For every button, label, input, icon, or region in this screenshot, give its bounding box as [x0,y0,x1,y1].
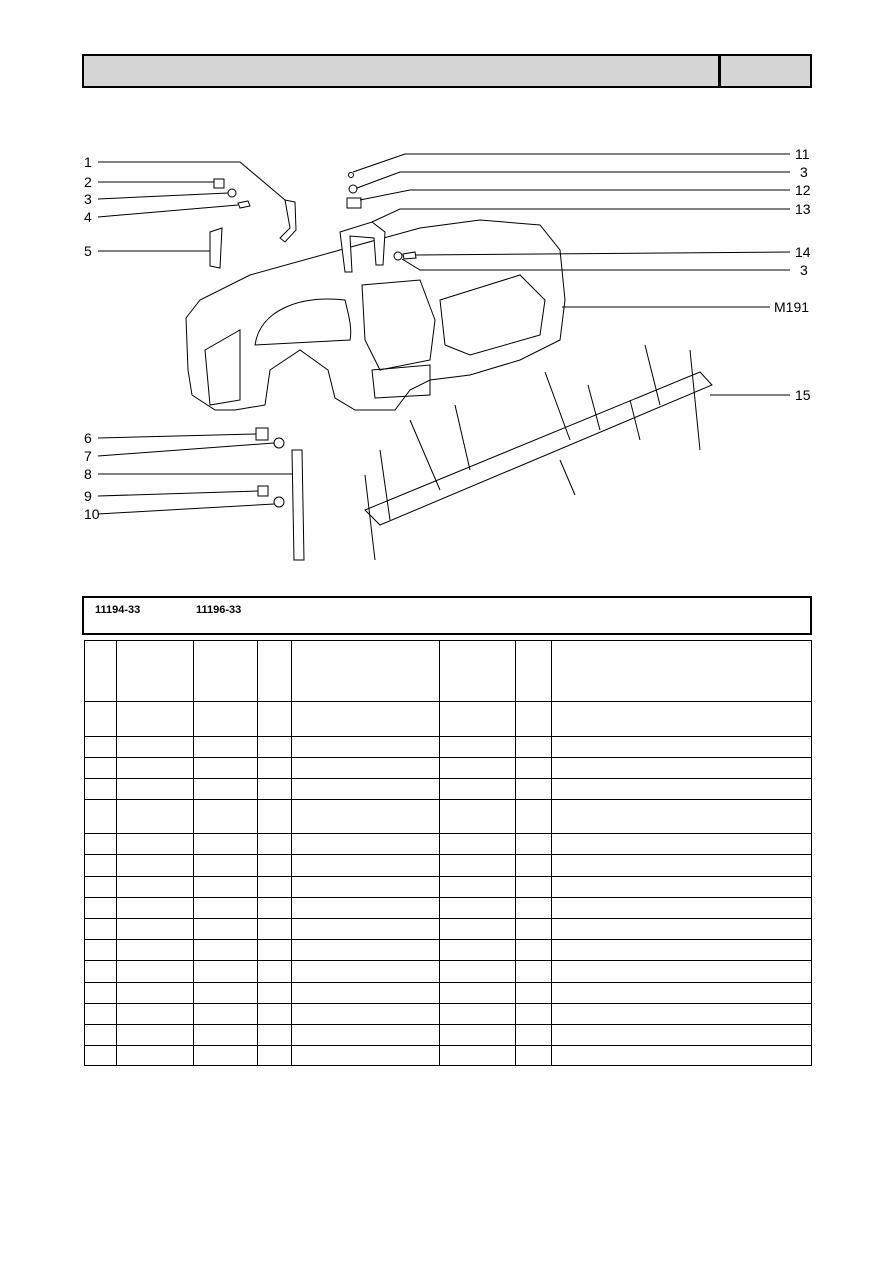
table-cell [440,898,516,919]
table-row [85,800,812,834]
part-11-bolt [349,173,354,178]
table-cell [516,1004,552,1025]
table-cell [117,1004,194,1025]
table-cell [552,940,812,961]
table-cell [85,940,117,961]
table-cell [194,898,258,919]
table-cell [440,1046,516,1066]
table-cell [85,737,117,758]
table-cell [258,641,292,702]
table-cell [516,834,552,855]
table-cell [552,737,812,758]
table-cell [552,834,812,855]
table-cell [552,758,812,779]
table-cell [292,983,440,1004]
table-cell [117,779,194,800]
table-cell [194,758,258,779]
table-cell [117,1046,194,1066]
table-cell [194,737,258,758]
table-cell [292,737,440,758]
table-cell [292,919,440,940]
callout-2: 2 [84,174,92,190]
table-cell [258,855,292,877]
part-12 [347,198,361,208]
callout-3-left: 3 [84,191,92,207]
table-cell [117,961,194,983]
table-cell [516,737,552,758]
table-cell [516,779,552,800]
callout-1: 1 [84,154,92,170]
callout-9: 9 [84,488,92,504]
table-cell [516,940,552,961]
table-cell [117,834,194,855]
table-row [85,641,812,702]
table-cell [117,983,194,1004]
table-cell [292,961,440,983]
table-cell [85,983,117,1004]
table-cell [516,1046,552,1066]
table-row [85,758,812,779]
table-cell [292,898,440,919]
part-3-washer-right [394,252,402,260]
table-cell [516,800,552,834]
table-cell [194,800,258,834]
callout-13: 13 [795,201,811,217]
callout-12: 12 [795,182,811,198]
table-row [85,737,812,758]
table-row [85,961,812,983]
table-cell [552,877,812,898]
table-cell [292,641,440,702]
table-cell [516,961,552,983]
table-cell [516,758,552,779]
part-1 [280,200,296,242]
part-7 [274,438,284,448]
table-cell [258,919,292,940]
table-cell [194,1025,258,1046]
part-9 [258,486,268,496]
table-cell [258,800,292,834]
table-cell [292,779,440,800]
table-cell [516,855,552,877]
table-cell [194,919,258,940]
table-cell [552,983,812,1004]
table-cell [117,737,194,758]
table-cell [85,800,117,834]
table-cell [552,1025,812,1046]
callout-11: 11 [795,146,810,162]
callout-3-right-bottom: 3 [800,262,808,278]
table-cell [552,702,812,737]
callout-5: 5 [84,243,92,259]
table-cell [258,702,292,737]
table-cell [292,702,440,737]
table-cell [117,702,194,737]
model-code-2: 11196-33 [196,604,242,616]
table-cell [440,983,516,1004]
table-cell [85,1046,117,1066]
table-cell [292,877,440,898]
table-cell [194,702,258,737]
callout-m191: M191 [774,299,810,315]
table-cell [440,919,516,940]
table-cell [552,641,812,702]
parts-table [84,640,812,1066]
table-cell [194,1004,258,1025]
part-3 [228,189,236,197]
table-cell [516,877,552,898]
callout-10: 10 [84,506,100,522]
table-cell [292,1046,440,1066]
table-cell [258,877,292,898]
table-cell [258,1004,292,1025]
model-applicability-box [82,596,812,635]
callout-14: 14 [795,244,811,260]
table-cell [85,702,117,737]
table-cell [440,855,516,877]
table-cell [117,641,194,702]
table-cell [117,898,194,919]
table-cell [85,779,117,800]
cross-member-frame [365,372,712,525]
table-cell [85,919,117,940]
callout-3-right-top: 3 [800,164,808,180]
table-cell [194,834,258,855]
callout-15: 15 [795,387,811,403]
table-cell [117,758,194,779]
table-row [85,983,812,1004]
table-cell [552,800,812,834]
table-cell [194,855,258,877]
table-row [85,702,812,737]
table-cell [552,961,812,983]
table-cell [552,1046,812,1066]
table-cell [117,877,194,898]
callout-8: 8 [84,466,92,482]
table-cell [440,961,516,983]
table-row [85,834,812,855]
table-cell [552,855,812,877]
table-cell [85,1004,117,1025]
table-cell [440,779,516,800]
table-cell [258,983,292,1004]
table-cell [258,834,292,855]
part-10 [274,497,284,507]
part-5 [210,228,222,268]
table-cell [85,855,117,877]
table-cell [552,898,812,919]
table-row [85,1025,812,1046]
table-cell [258,961,292,983]
table-cell [194,1046,258,1066]
table-row [85,940,812,961]
table-cell [258,779,292,800]
table-cell [552,919,812,940]
table-cell [440,1004,516,1025]
table-cell [292,758,440,779]
table-row [85,898,812,919]
table-cell [516,1025,552,1046]
table-row [85,1004,812,1025]
table-row [85,1046,812,1066]
table-cell [194,877,258,898]
table-row [85,855,812,877]
table-cell [117,940,194,961]
table-cell [516,702,552,737]
table-cell [258,758,292,779]
callout-4: 4 [84,209,92,225]
table-cell [194,779,258,800]
table-cell [194,940,258,961]
table-cell [117,800,194,834]
table-cell [85,834,117,855]
table-cell [85,898,117,919]
table-cell [194,641,258,702]
table-cell [440,877,516,898]
table-cell [258,940,292,961]
table-cell [117,1025,194,1046]
table-cell [292,1004,440,1025]
table-cell [440,834,516,855]
table-cell [85,961,117,983]
table-cell [85,758,117,779]
table-cell [516,919,552,940]
table-row [85,877,812,898]
part-2 [214,179,224,188]
table-row [85,919,812,940]
table-cell [258,898,292,919]
table-cell [440,800,516,834]
part-3-washer-top [349,185,357,193]
table-cell [516,898,552,919]
callout-6: 6 [84,430,92,446]
table-cell [194,961,258,983]
table-cell [440,702,516,737]
table-cell [117,919,194,940]
table-cell [440,940,516,961]
table-cell [440,737,516,758]
table-cell [516,983,552,1004]
table-cell [292,940,440,961]
callout-7: 7 [84,448,92,464]
table-cell [440,641,516,702]
model-code-1: 11194-33 [95,604,141,616]
table-cell [552,779,812,800]
part-8 [292,450,304,560]
dashboard-exploded-diagram [0,0,893,590]
part-4 [238,201,250,208]
table-cell [85,877,117,898]
table-cell [258,737,292,758]
part-6 [256,428,268,440]
table-cell [292,834,440,855]
table-cell [292,855,440,877]
table-cell [516,641,552,702]
table-cell [292,1025,440,1046]
table-cell [440,1025,516,1046]
table-cell [552,1004,812,1025]
table-row [85,779,812,800]
table-cell [258,1046,292,1066]
table-cell [85,1025,117,1046]
table-cell [117,855,194,877]
table-cell [258,1025,292,1046]
table-cell [440,758,516,779]
table-cell [292,800,440,834]
table-cell [85,641,117,702]
table-cell [194,983,258,1004]
